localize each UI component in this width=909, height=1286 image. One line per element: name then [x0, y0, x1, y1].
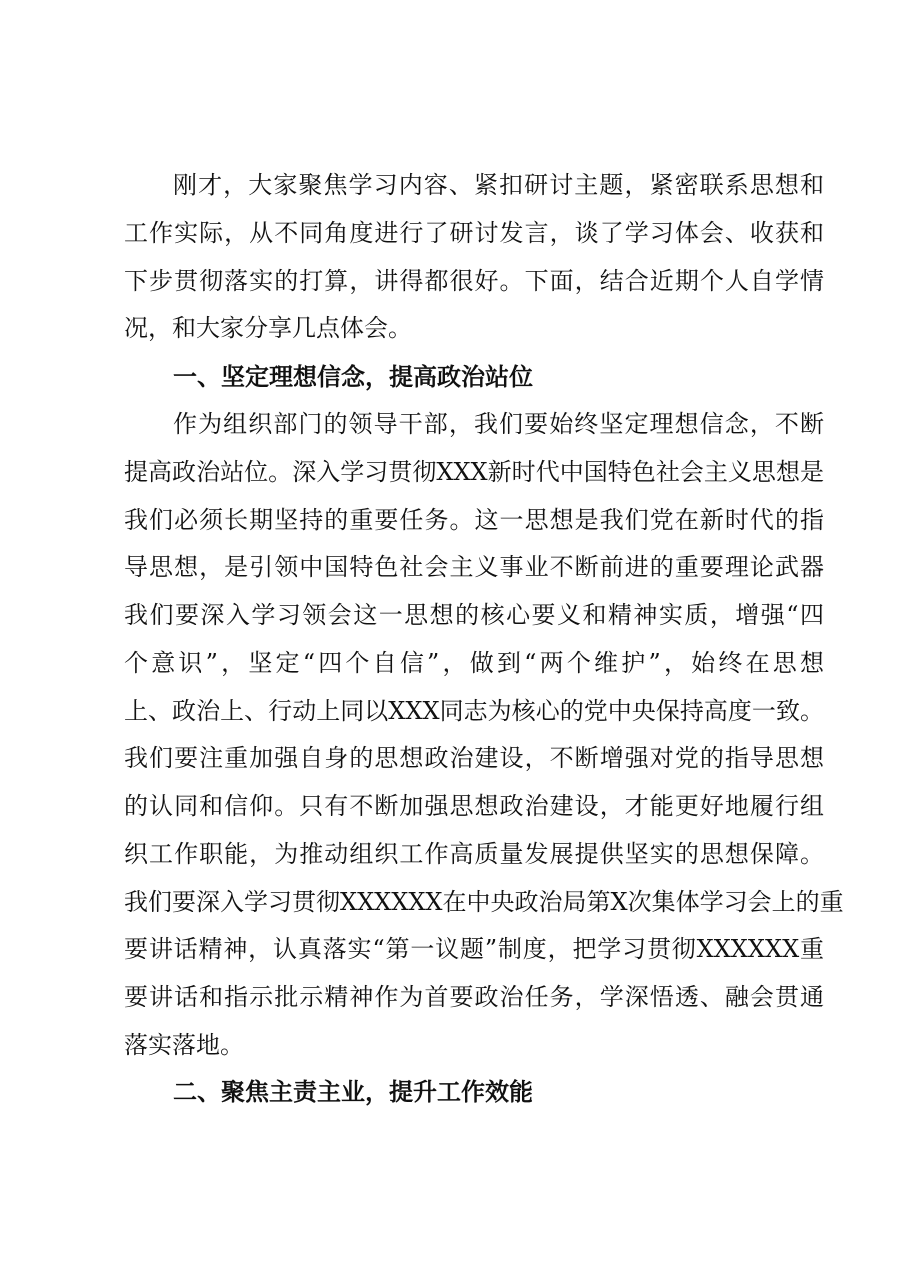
section-1-line-7: 上、政治上、行动上同以XXX同志为核心的党中央保持高度一致。 — [124, 697, 824, 725]
section-1-line-4: 导思想，是引领中国特色社会主义事业不断前进的重要理论武器 — [124, 553, 824, 581]
section-1-line-10: 织工作职能，为推动组织工作高质量发展提供坚实的思想保障。 — [124, 840, 824, 868]
section-1-line-11: 我们要深入学习贯彻XXXXXX在中央政治局第X次集体学习会上的重 — [124, 888, 844, 916]
section-1-line-12: 要讲话精神，认真落实“第一议题”制度，把学习贯彻XXXXXX重 — [124, 935, 824, 963]
paragraph-1-line-4: 况，和大家分享几点体会。 — [124, 314, 412, 342]
section-1-line-1: 作为组织部门的领导干部，我们要始终坚定理想信念，不断 — [173, 410, 824, 438]
paragraph-1-line-1: 刚才，大家聚焦学习内容、紧扣研讨主题，紧密联系思想和 — [173, 171, 824, 199]
section-heading-1: 一、坚定理想信念，提高政治站位 — [173, 363, 533, 391]
paragraph-1-line-2: 工作实际，从不同角度进行了研讨发言，谈了学习体会、收获和 — [124, 219, 824, 247]
section-1-line-13: 要讲话和指示批示精神作为首要政治任务，学深悟透、融会贯通 — [124, 983, 824, 1011]
section-1-line-14: 落实落地。 — [124, 1031, 244, 1059]
section-1-line-6: 个意识”，坚定“四个自信”，做到“两个维护”，始终在思想 — [124, 649, 824, 677]
paragraph-1-line-3: 下步贯彻落实的打算，讲得都很好。下面，结合近期个人自学情 — [124, 267, 824, 295]
section-heading-2: 二、聚焦主责主业，提升工作效能 — [173, 1078, 533, 1106]
section-1-line-8: 我们要注重加强自身的思想政治建设，不断增强对党的指导思想 — [124, 744, 824, 772]
section-1-line-2: 提高政治站位。深入学习贯彻XXX新时代中国特色社会主义思想是 — [124, 458, 824, 486]
section-1-line-9: 的认同和信仰。只有不断加强思想政治建设，才能更好地履行组 — [124, 792, 824, 820]
section-1-line-5: 我们要深入学习领会这一思想的核心要义和精神实质，增强“四 — [124, 601, 824, 629]
section-1-line-3: 我们必须长期坚持的重要任务。这一思想是我们党在新时代的指 — [124, 506, 824, 534]
